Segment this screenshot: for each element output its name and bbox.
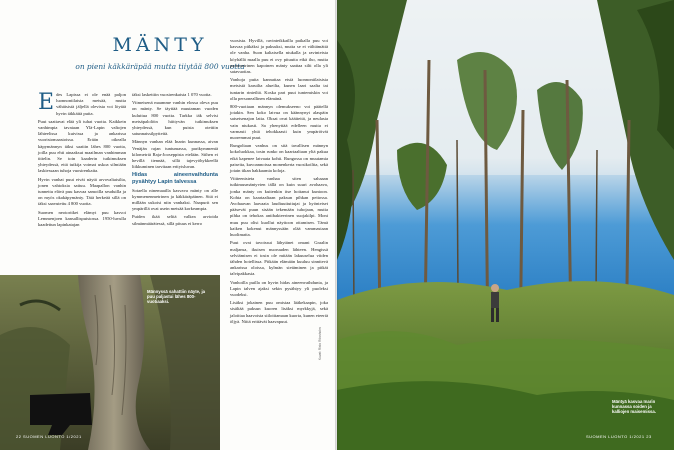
paragraph: Lisäksi jokainen puu omistaa lääkekaapin, joka sisältää paksun kuoren lisäksi myrkkyjä, sekä jaloittaa haavoista siiloittamaan kuorta, kunen eteeriä öljyä. Niitä erittävät haavapuut. xyxy=(230,300,328,324)
photo-credit: Kuvat: Risto Rönnholm xyxy=(318,327,322,360)
drop-cap: E xyxy=(38,90,55,115)
paragraph: vuosista. Hyvillä, ravinteikkailla paikalla puu voi kasvaa pitkäksi ja paksuksi, mutta se ei välttämättä ole vanha. Suon kaltaisella niukalla ja ravinteista köyhällä maalla puu ei ovy pituutta eikä iho, mutta parinnetrinen kapoinen mänty saattaa silti olla yli satavuotias. xyxy=(230,38,328,75)
text-column-1 xyxy=(38,92,126,230)
paragraph: Suomen neotoritkei elämyt puu kasvoi Lemmenjoen kansallispuistossa. 1950-luvulla kaadettun lapinkatajan xyxy=(38,209,126,228)
paragraph: Puut saattavat elää yli tuhat vuotta. Kaikkein vanhimpia tavataan Ylä-Lapin valtojen lähteelissa kuivissa ja ankarissa vuoristomaastoissa. Erään oikealla käpymännyn iäksi saatiin lähes 800 vuotta, joilla puu ehti ainaaksut maailman vanhimman tittelin. Se toin kaaderin tutkimuksen yhteydessä, että tutkija voimat uskoa silmiään laskiessaan tuhoja vuosirenkaita. xyxy=(38,118,126,174)
paragraph: Sotaella ninemaailla kasvava mänty on alle kymmenenmetrinen ja käkkäräpäinen. Sitä ei millään uskoisi niin vanhaksi. Naapurit sen ympärillä ovat usein metsää korkeampia. xyxy=(132,187,218,212)
paragraph: Viitteenisteta vanhaa siten sahaaan tutkimusmäntyvien iällä on kuin suuri avohaava, jonka mänty on kuitenkin itse hoitanut kuntoon. Kohta on kaartaaltaan paksun pihkan peitossa. Avohaavan laavaata laudtuuttuttujat ja hyönteiset pääsevät puun sisään tekemään tuhojaan, mutta pihka on tehokas antibakteerinen suojakilpi. Moni muu puu olisi kuollut näyttoon ottamisen. Tämä kaiken kokenut männyssään olää vammastaan huolimatta. xyxy=(230,176,328,238)
paragraph: Vanhoilla puilla on hyvin hidas aineenvaihdunta, ja Lapin talven ajaksi sekin pysähtyy yli puoleksi vuodeksi. xyxy=(230,279,328,297)
photo-caption: Männyssä sahattiin näyte, ja puu paljastui lähes 800-vuotiaaksi. xyxy=(147,289,206,305)
paragraph: Puiden ikää selitä valkea arvioida silmänmäärätessä, sillä pituus ei kerro xyxy=(132,214,218,226)
page-folio-left: 22 SUOMEN LUONTO 1/2021 xyxy=(16,434,82,439)
paragraph: 800-vuotiaan männyn olemukseeno voi päätellä jotakin. Sen koko latvua on käännynyt alaspäin satsetsenajon latta. Oksat ovat kääiteitä, ja neulasia vain niukasti. Sa yhenyttää edelleen mutta ei varmasti yhtä tehokkaasti kuin ympäröivät nuoremmat puut. xyxy=(230,104,328,141)
page-folio-right: SUOMEN LUONTO 1/2021 23 xyxy=(586,434,652,439)
text-column-2 xyxy=(132,92,218,229)
article-subtitle: on pieni käkkäräpää mutta tiiytää 800 vuotta xyxy=(75,62,245,71)
article-title: MÄNTY xyxy=(112,34,208,56)
paragraph: Männyn vanhan elää Inarin kunnassa, aivan Venäjän rajan tuntumassa, parikymmentä kilometriä Raja-Jooseppista etelään. Siihen ei hevillä tiennää, sillä tajevyöhykkeellä liikkuminen tarvitaan erityisluvan. xyxy=(132,139,218,170)
forest-photo xyxy=(337,0,674,450)
paragraph: des Lapissa ei ole enää paljon luonnontilaista metsää, mutta vähäisistä jäljellä olevista voi löytää hyvin iäkkäitä puita. xyxy=(56,92,126,116)
photo-caption: Mäntyä kasvaa Inarin kunnassa soiden ja kalliojen maisemissa. xyxy=(612,399,656,415)
paragraph: Hyvin vanhat puut eivät näytä arvovaltaisilta, jonen vahtoksia sattuu. Maapallon vanhin tunnettu elävä puu kasvaa samoilla seuduilla ja on myös okakäpymänty. Tätä herkeää sillä on iäksi saavutettu 4 800 vuotta. xyxy=(38,176,126,207)
paragraph: Viimeisenä maamme vanhin elossa oleva puu on mänty. Se täyttää muutaman vuoden kuluttua 800 vuotta. Tarkka iäk selvisi metsäpalolöin hiittyvän tutkimuksen yhteydessä, kun puista otettiin satunnaissilpytteitä. xyxy=(132,100,218,137)
section-heading: Hidas aineenvaihdunta pysähtyy Lapin talvessa xyxy=(132,172,218,186)
paragraph: Puut ovat tavoissut lähytänet omani Graalin maljansa, ikuisen nuoruuden lähteen. Hengissä selviämisen ei tosin ole mitään lakuuselua viiden tähden hotellissa. Pitkään elämään kuuluu sinnitevä ankarissa oloissa, kylmän sietäminen ja pitkät talvipakkasia. xyxy=(230,240,328,277)
page-gutter xyxy=(335,0,339,450)
paragraph: iäksi laskettiin vuosirenkaista 1 070 vuotta. xyxy=(132,92,212,97)
paragraph: Vanhoja puita kannattaa etsiä luonnontilaisista metsistä karuilta alueilta, kunen laari saalta tai tuntarin rinteiltä. Koska pari puut tuntemiskin voi olla personeallinen elämänä. xyxy=(230,77,328,101)
paragraph: Rungoltaan vanhus on sitä tavallisen männyn kokoluokkaa, tosin runko on kaartaaltaan yltä pakua eikä kapenee latvaata kohti. Rungossa on muutamia paiseita, kuvoannoissa monenkerta vuosikoiltta, sekä jotain tikan hakkaamia koloja. xyxy=(230,143,328,174)
text-column-3 xyxy=(230,38,328,327)
pine-forest-illustration xyxy=(337,0,674,450)
